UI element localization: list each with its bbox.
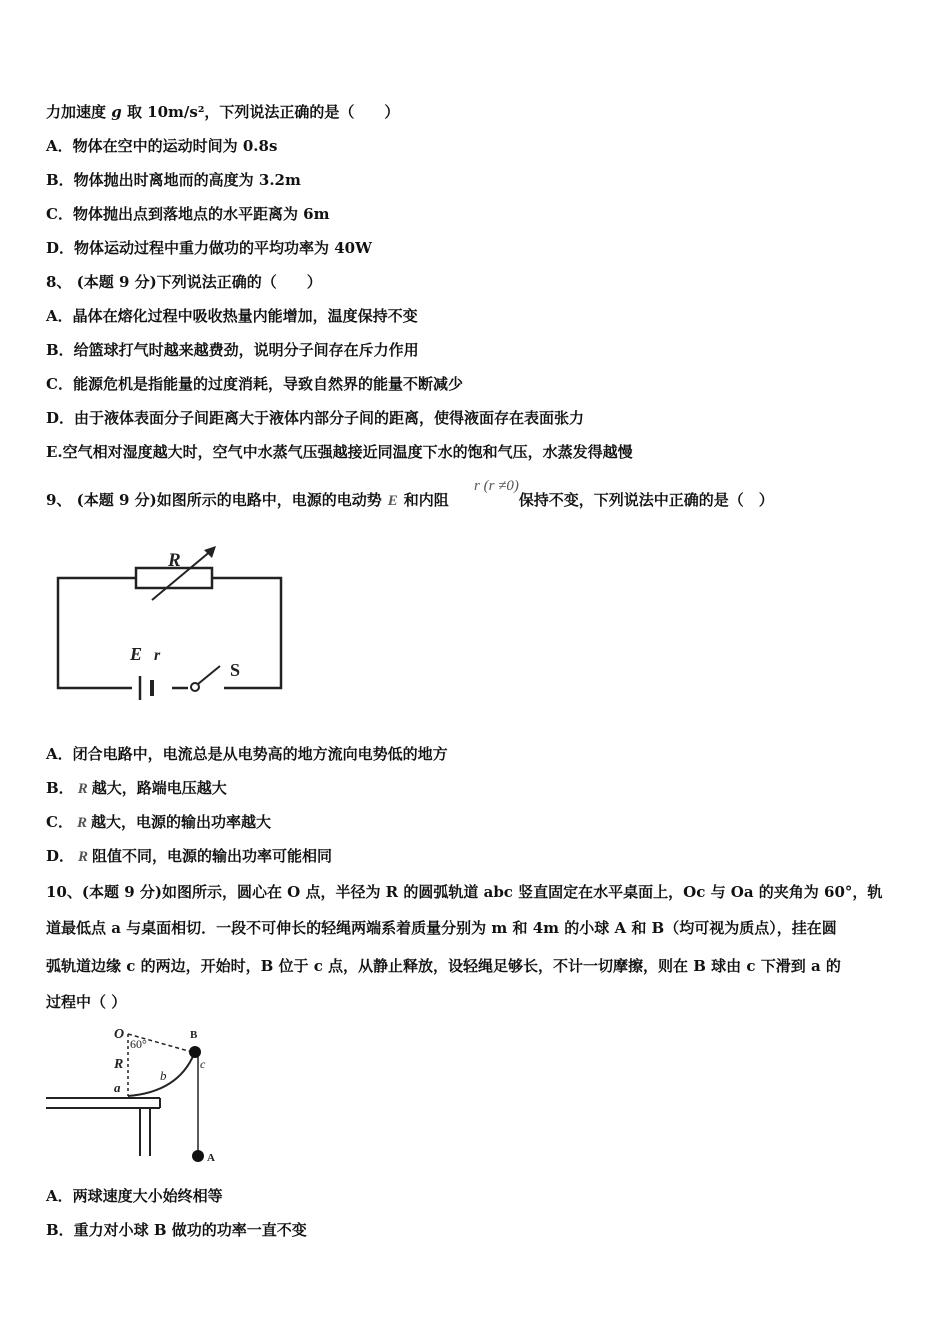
- q9-option-c-symbol: R: [76, 815, 87, 831]
- q9-option-c: [46, 812, 271, 833]
- q10-stem-line3: 弧轨道边缘 c 的两边，开始时，B 位于 c 点，从静止释放，设轻绳足够长，不计一切摩擦，则在 B 球由 c 下滑到 a 的: [46, 957, 841, 975]
- q9-option-d-text: 阻值不同，电源的输出功率可能相同: [92, 847, 333, 865]
- label-o: O: [114, 1027, 125, 1042]
- q9-stem-part1: 9、 (本题 9 分)如图所示的电路中，电源的电动势: [46, 491, 382, 509]
- label-r-internal: r: [154, 647, 161, 664]
- q10-arc-diagram: [44, 1020, 234, 1170]
- q9-stem: [46, 490, 774, 511]
- q10-option-a: A．两球速度大小始终相等: [46, 1187, 223, 1205]
- ball-a-icon: [192, 1150, 204, 1162]
- q9-circuit-diagram: [40, 540, 300, 720]
- label-c: c: [200, 1057, 206, 1071]
- label-b-point: b: [160, 1068, 167, 1083]
- q9-stem-part2: 和内阻: [403, 491, 449, 509]
- q8-option-b: B．给篮球打气时越来越费劲，说明分子间存在斥力作用: [46, 341, 419, 359]
- label-e: E: [130, 644, 143, 664]
- label-r-resistor: R: [168, 550, 181, 571]
- q7-option-a: A．物体在空中的运动时间为 0.8s: [46, 137, 278, 155]
- label-angle: 60°: [130, 1037, 147, 1051]
- q7-stem-part1: 力加速度: [46, 103, 112, 121]
- switch-icon: [191, 683, 199, 691]
- q9-symbol-r: r (r ≠0): [474, 478, 519, 494]
- q10-stem-line4: 过程中（ ）: [46, 993, 127, 1011]
- q9-option-d: [46, 846, 332, 867]
- q8-option-e: E.空气相对湿度越大时，空气中水蒸气压强越接近同温度下水的饱和气压，水蒸发得越慢: [46, 443, 633, 461]
- q9-option-a: A．闭合电路中，电流总是从电势高的地方流向电势低的地方: [46, 745, 448, 763]
- rheostat-icon: [136, 568, 212, 588]
- q8-option-c: C．能源危机是指能量的过度消耗，导致自然界的能量不断减少: [46, 375, 463, 393]
- q7-stem-part2: 取 10m/s²，下列说法正确的是（ ）: [121, 103, 400, 121]
- label-ball-a: A: [207, 1152, 215, 1164]
- q9-option-b-symbol: R: [77, 781, 88, 797]
- q8-option-a: A．晶体在熔化过程中吸收热量内能增加，温度保持不变: [46, 307, 418, 325]
- q9-option-d-prefix: D．: [46, 847, 75, 865]
- q7-stem: [46, 102, 399, 122]
- q9-option-c-text: 越大，电源的输出功率越大: [90, 813, 271, 831]
- q7-option-b: B．物体抛出时离地而的高度为 3.2m: [46, 171, 301, 189]
- q8-option-d: D．由于液体表面分子间距离大于液体内部分子间的距离，使得液面存在表面张力: [46, 409, 585, 427]
- q9-option-b-text: 越大，路端电压越大: [91, 779, 227, 797]
- q10-stem-line1: 10、(本题 9 分)如图所示，圆心在 O 点，半径为 R 的圆弧轨道 abc 竖直固定在水平桌面上，Oc 与 Oa 的夹角为 60°，轨: [46, 883, 883, 901]
- q9-option-b-prefix: B．: [46, 779, 74, 797]
- q9-option-d-symbol: R: [78, 849, 89, 865]
- label-r-radius: R: [114, 1057, 124, 1072]
- q9-option-c-prefix: C．: [46, 813, 73, 831]
- q7-stem-g: g: [111, 103, 122, 121]
- q7-option-c: C．物体抛出点到落地点的水平距离为 6m: [46, 205, 330, 223]
- label-s: S: [230, 660, 241, 680]
- q10-stem-line2: 道最低点 a 与桌面相切．一段不可伸长的轻绳两端系着质量分别为 m 和 4m 的小球 A 和 B（均可视为质点），挂在圆: [46, 919, 837, 937]
- label-ball-b: B: [190, 1029, 198, 1041]
- q8-stem: 8、 (本题 9 分)下列说法正确的（ ）: [46, 273, 322, 291]
- q9-symbol-e: E: [387, 493, 398, 509]
- q9-stem-part3: 保持不变，下列说法中正确的是（ ）: [518, 491, 774, 509]
- q7-option-d: D．物体运动过程中重力做功的平均功率为 40W: [46, 239, 372, 257]
- label-a: a: [114, 1080, 121, 1095]
- q9-option-b: [46, 778, 227, 799]
- q10-option-b: B．重力对小球 B 做功的功率一直不变: [46, 1221, 307, 1239]
